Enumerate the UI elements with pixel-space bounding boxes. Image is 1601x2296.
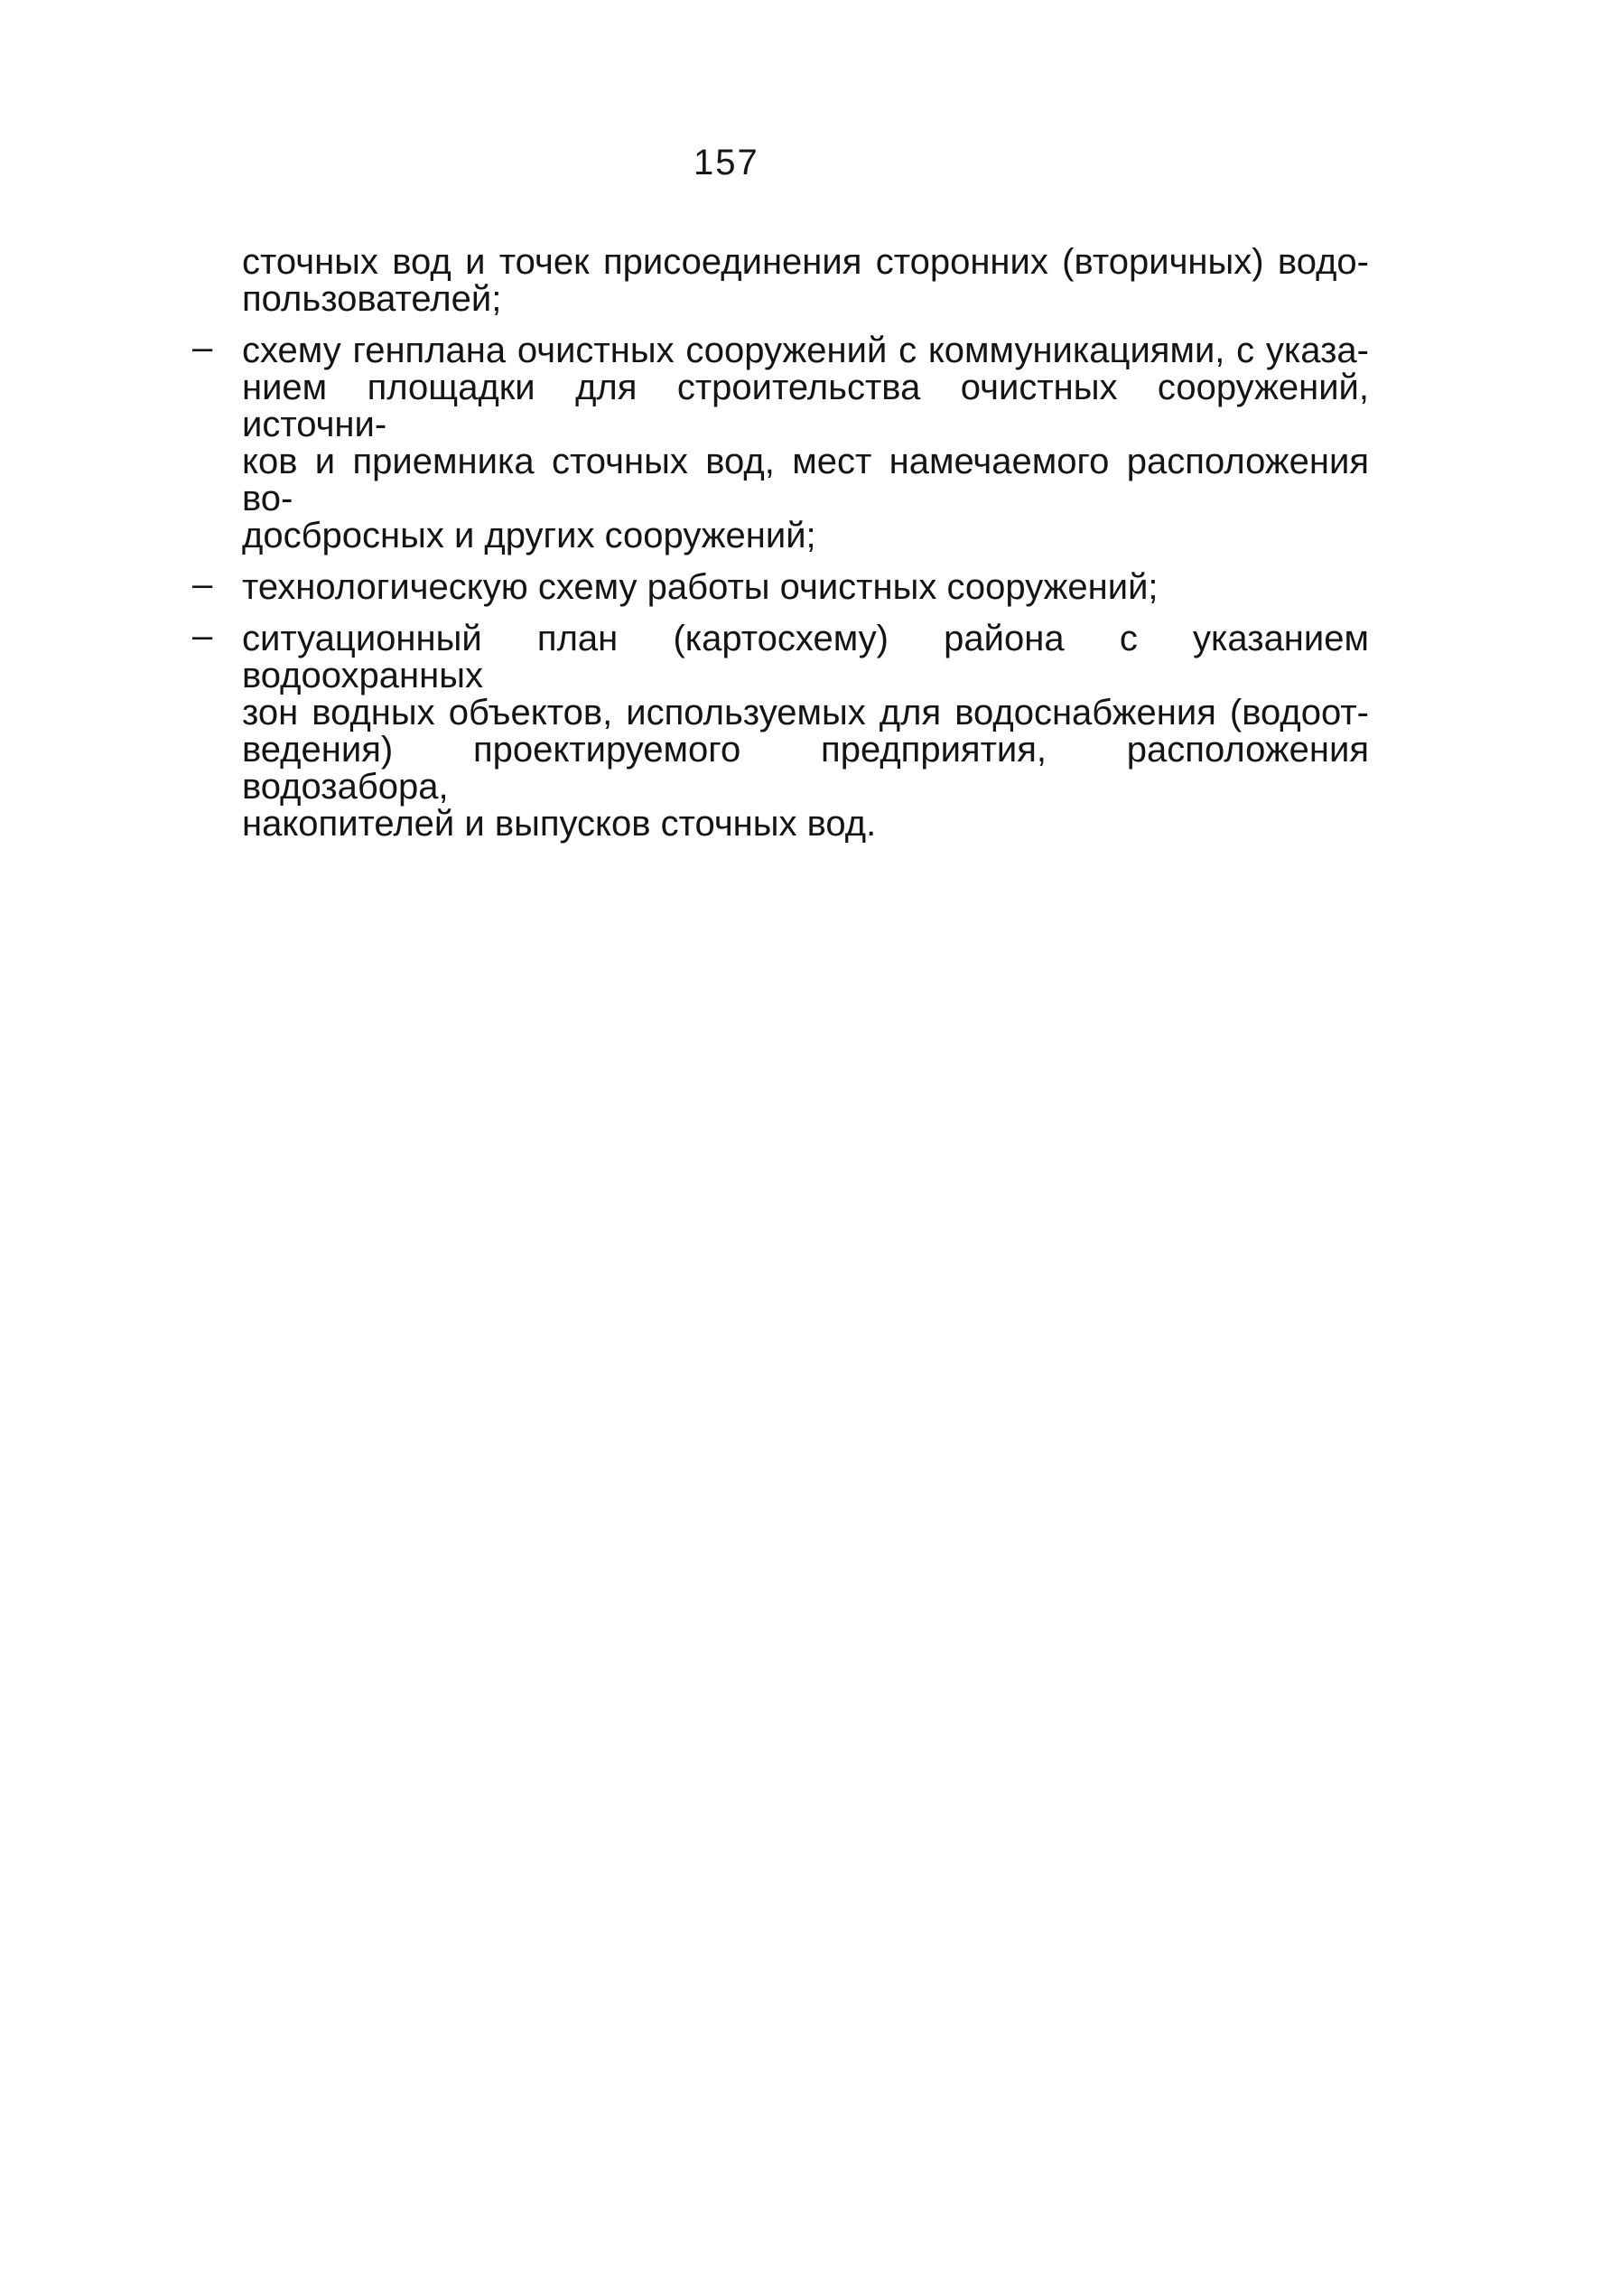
text-line: схему генплана очистных сооружений с коммуникациями, с указа- <box>242 331 1369 370</box>
text-line: досбросных и других сооружений; <box>242 516 816 555</box>
text-line: ков и приемника сточных вод, мест намечаемого расположения во- <box>242 442 1369 518</box>
list-item-situational-plan <box>192 616 1369 844</box>
text-line: технологическую схему работы очистных сооружений; <box>242 567 1159 607</box>
list-item-tech-scheme <box>192 565 1369 607</box>
text-line: нием площадки для строительства очистных сооружений, источни- <box>242 368 1369 444</box>
dash-marker: – <box>192 328 213 368</box>
text-line: зон водных объектов, используемых для водоснабжения (водоот- <box>242 693 1369 733</box>
text-line: ситуационный план (картосхему) района с указанием водоохранных <box>242 619 1369 695</box>
text-line: сточных вод и точек присоединения сторонних (вторичных) водо- <box>242 242 1369 282</box>
text-block <box>192 242 1369 857</box>
page-number: 157 <box>693 143 759 182</box>
list-item-genplan-scheme <box>192 328 1369 555</box>
dash-marker: – <box>192 616 213 656</box>
paragraph-continuation <box>242 244 1369 318</box>
text-line: пользователей; <box>242 279 502 319</box>
dash-marker: – <box>192 565 213 604</box>
text-line: накопителей и выпусков сточных вод. <box>242 804 877 844</box>
text-line: ведения) проектируемого предприятия, расположения водозабора, <box>242 730 1369 807</box>
